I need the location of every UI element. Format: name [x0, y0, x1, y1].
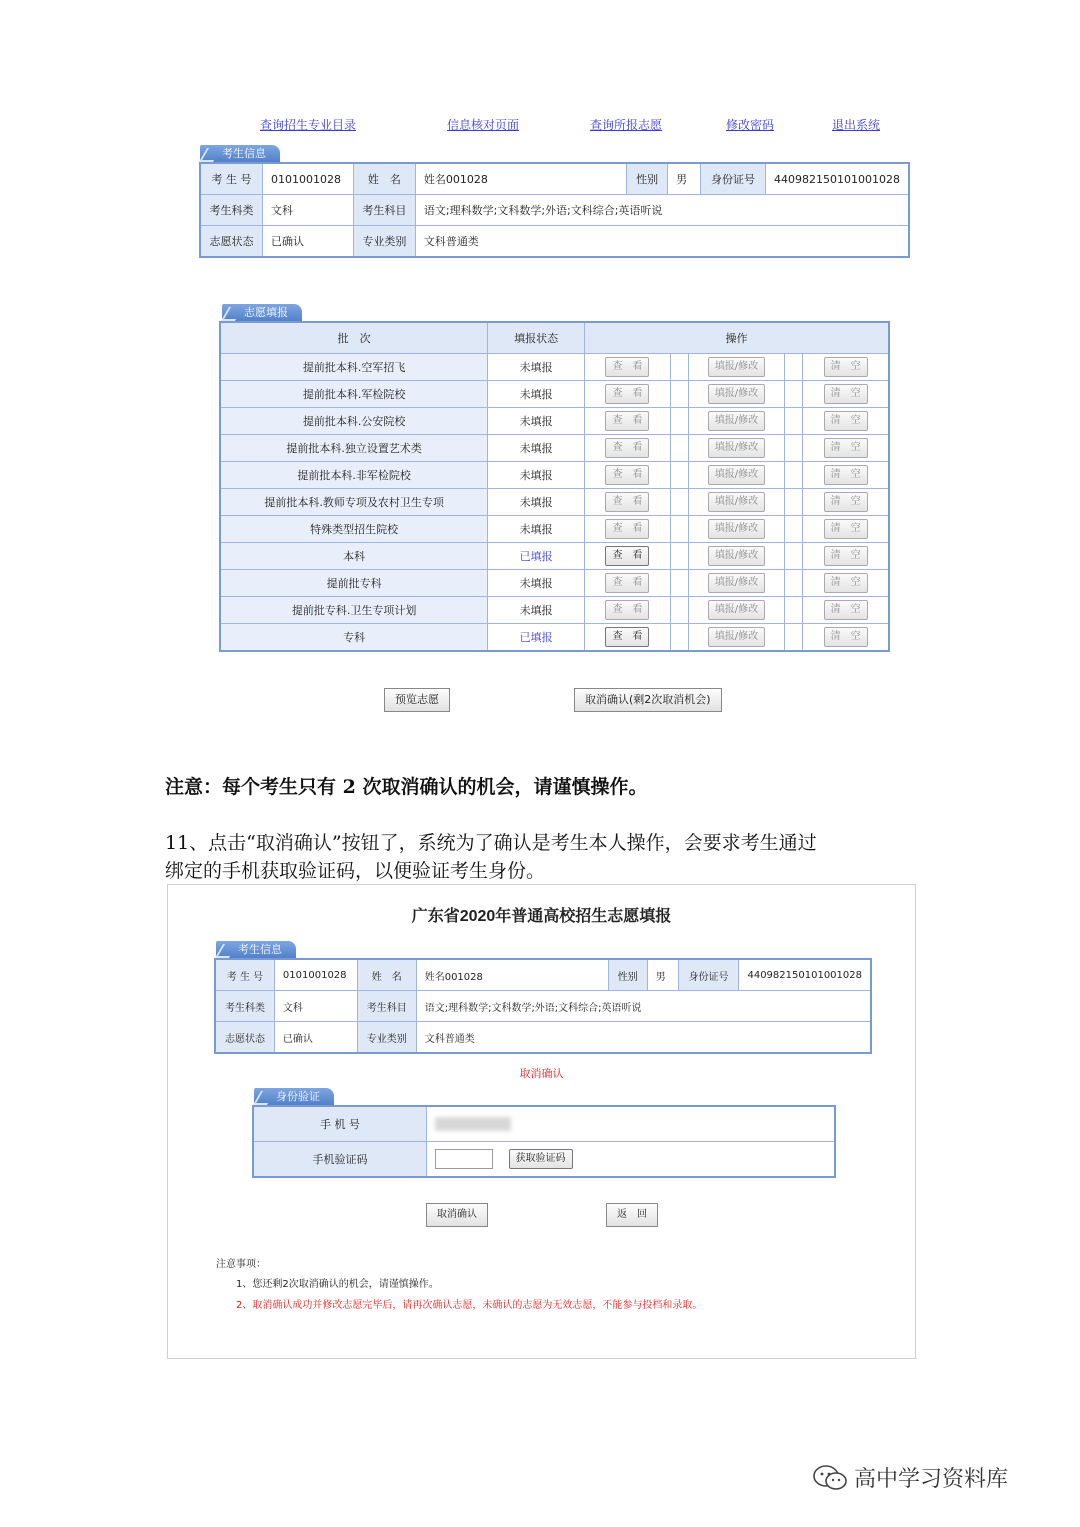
status-cell: 未填报 — [488, 381, 585, 408]
edit-button[interactable]: 填报/修改 — [708, 519, 765, 539]
edit-button[interactable]: 填报/修改 — [708, 492, 765, 512]
spacer-cell — [785, 597, 803, 624]
clear-button[interactable]: 清 空 — [824, 600, 868, 620]
identity-verify-table — [252, 1105, 836, 1178]
notice-text: 注意：每个考生只有 2 次取消确认的机会，请谨慎操作。 — [165, 776, 648, 798]
volunteer-tab: 志愿填报 — [222, 304, 302, 322]
spacer-cell — [785, 354, 803, 381]
status-cell: 已填报 — [488, 543, 585, 570]
status-cell: 未填报 — [488, 516, 585, 543]
clear-button[interactable]: 清 空 — [824, 519, 868, 539]
nav-link-my-volunteers[interactable]: 查询所报志愿 — [590, 118, 663, 132]
exam-no-label: 考 生 号 — [200, 163, 262, 195]
candidate-info-tab-2: 考生信息 — [216, 941, 296, 959]
id-label: 身份证号 — [701, 163, 766, 195]
edit-button[interactable]: 填报/修改 — [708, 384, 765, 404]
spacer-cell — [670, 597, 688, 624]
view-button[interactable]: 查 看 — [605, 627, 649, 647]
preview-volunteer-button[interactable]: 预览志愿 — [384, 688, 450, 712]
status-cell: 未填报 — [488, 462, 585, 489]
spacer-cell — [670, 543, 688, 570]
spacer-cell — [670, 435, 688, 462]
view-button[interactable]: 查 看 — [605, 465, 649, 485]
edit-button[interactable]: 填报/修改 — [708, 465, 765, 485]
clear-button[interactable]: 清 空 — [824, 357, 868, 377]
gender-label: 性别 — [608, 959, 647, 991]
back-button[interactable]: 返 回 — [606, 1203, 658, 1227]
get-code-button[interactable]: 获取验证码 — [509, 1149, 573, 1169]
category-value: 文科 — [262, 195, 353, 226]
edit-button[interactable]: 填报/修改 — [708, 546, 765, 566]
batch-cell: 提前批本科.教师专项及农村卫生专项 — [220, 489, 488, 516]
category-label: 考生科类 — [200, 195, 262, 226]
clear-button[interactable]: 清 空 — [824, 573, 868, 593]
table-row — [220, 543, 889, 570]
edit-button[interactable]: 填报/修改 — [708, 357, 765, 377]
verification-code-input[interactable] — [435, 1149, 493, 1169]
vol-status-label: 志愿状态 — [215, 1022, 274, 1054]
name-label: 姓 名 — [357, 959, 416, 991]
step-text-line1: 11、点击“取消确认”按钮了，系统为了确认是考生本人操作，会要求考生通过 — [165, 832, 817, 854]
spacer-cell — [785, 408, 803, 435]
batch-cell: 提前批专科 — [220, 570, 488, 597]
edit-button[interactable]: 填报/修改 — [708, 600, 765, 620]
id-value: 440982150101001028 — [739, 959, 871, 991]
spacer-cell — [785, 435, 803, 462]
table-row — [220, 381, 889, 408]
spacer-cell — [785, 381, 803, 408]
major-type-value: 文科普通类 — [415, 226, 909, 258]
gender-value: 男 — [647, 959, 678, 991]
edit-button[interactable]: 填报/修改 — [708, 627, 765, 647]
view-button[interactable]: 查 看 — [605, 519, 649, 539]
name-value: 姓名001028 — [415, 163, 626, 195]
name-value: 姓名001028 — [416, 959, 608, 991]
candidate-info-table-2 — [214, 958, 872, 1054]
view-button[interactable]: 查 看 — [605, 384, 649, 404]
candidate-info-table — [199, 162, 910, 258]
subjects-label: 考生科目 — [357, 991, 416, 1022]
vol-status-value: 已确认 — [262, 226, 353, 258]
edit-button[interactable]: 填报/修改 — [708, 573, 765, 593]
exam-no-label: 考 生 号 — [215, 959, 274, 991]
batch-cell: 提前批本科.公安院校 — [220, 408, 488, 435]
status-cell: 未填报 — [488, 354, 585, 381]
spacer-cell — [670, 462, 688, 489]
spacer-cell — [670, 408, 688, 435]
spacer-cell — [670, 354, 688, 381]
cancel-confirm-submit-button[interactable]: 取消确认 — [426, 1203, 488, 1227]
spacer-cell — [785, 624, 803, 652]
batch-cell: 专科 — [220, 624, 488, 652]
spacer-cell — [785, 543, 803, 570]
cancel-confirm-heading: 取消确认 — [519, 1067, 564, 1080]
status-cell: 未填报 — [488, 597, 585, 624]
table-row — [220, 354, 889, 381]
watermark-text: 高中学习资料库 — [854, 1467, 1009, 1492]
clear-button[interactable]: 清 空 — [824, 411, 868, 431]
clear-button[interactable]: 清 空 — [824, 465, 868, 485]
clear-button[interactable]: 清 空 — [824, 438, 868, 458]
clear-button[interactable]: 清 空 — [824, 384, 868, 404]
table-row — [220, 408, 889, 435]
subjects-value: 语文;理科数学;文科数学;外语;文科综合;英语听说 — [415, 195, 909, 226]
cancel-confirm-button[interactable]: 取消确认(剩2次取消机会) — [574, 688, 722, 712]
status-cell: 未填报 — [488, 435, 585, 462]
spacer-cell — [670, 489, 688, 516]
table-row — [220, 597, 889, 624]
table-row — [220, 624, 889, 652]
batch-cell: 特殊类型招生院校 — [220, 516, 488, 543]
status-cell: 未填报 — [488, 489, 585, 516]
phone-label: 手 机 号 — [253, 1106, 427, 1142]
spacer-cell — [785, 570, 803, 597]
id-label: 身份证号 — [678, 959, 739, 991]
candidate-info-tab: 考生信息 — [200, 145, 280, 163]
id-value: 440982150101001028 — [766, 163, 909, 195]
spacer-cell — [670, 381, 688, 408]
view-button[interactable]: 查 看 — [605, 573, 649, 593]
note-2: 2、取消确认成功并修改志愿完毕后，请再次确认志愿，未确认的志愿为无效志愿，不能参与投档和录取。 — [236, 1300, 703, 1311]
view-button[interactable]: 查 看 — [605, 600, 649, 620]
batch-cell: 提前批本科.独立设置艺术类 — [220, 435, 488, 462]
batch-cell: 提前批本科.非军检院校 — [220, 462, 488, 489]
nav-link-major-catalog[interactable]: 查询招生专业目录 — [260, 118, 357, 132]
spacer-cell — [785, 516, 803, 543]
identity-verify-tab: 身份验证 — [254, 1088, 334, 1106]
watermark — [812, 1462, 1008, 1493]
view-button[interactable]: 查 看 — [605, 357, 649, 377]
gender-label: 性别 — [627, 163, 668, 195]
major-type-label: 专业类别 — [357, 1022, 416, 1054]
notes-title: 注意事项： — [216, 1259, 266, 1270]
exam-no-value: 0101001028 — [262, 163, 353, 195]
nav-link-info-check[interactable]: 信息核对页面 — [447, 118, 520, 132]
nav-link-logout[interactable]: 退出系统 — [832, 118, 881, 132]
table-row — [220, 435, 889, 462]
spacer-cell — [670, 570, 688, 597]
batch-cell: 提前批本科.空军招飞 — [220, 354, 488, 381]
category-label: 考生科类 — [215, 991, 274, 1022]
name-label: 姓 名 — [353, 163, 415, 195]
view-button[interactable]: 查 看 — [605, 438, 649, 458]
category-value: 文科 — [274, 991, 357, 1022]
vol-status-label: 志愿状态 — [200, 226, 262, 258]
batch-cell: 提前批专科.卫生专项计划 — [220, 597, 488, 624]
page-title: 广东省2020年普通高校招生志愿填报 — [411, 908, 672, 925]
step-text-line2: 绑定的手机获取验证码，以便验证考生身份。 — [165, 860, 546, 882]
verification-screenshot — [167, 884, 916, 1359]
nav-link-change-password[interactable]: 修改密码 — [726, 118, 775, 132]
spacer-cell — [785, 462, 803, 489]
volunteer-table — [219, 321, 890, 652]
clear-button[interactable]: 清 空 — [824, 546, 868, 566]
spacer-cell — [670, 516, 688, 543]
spacer-cell — [785, 489, 803, 516]
batch-cell: 本科 — [220, 543, 488, 570]
edit-button[interactable]: 填报/修改 — [708, 438, 765, 458]
table-row — [220, 462, 889, 489]
view-button[interactable]: 查 看 — [605, 492, 649, 512]
gender-value: 男 — [668, 163, 701, 195]
view-button[interactable]: 查 看 — [605, 546, 649, 566]
clear-button[interactable]: 清 空 — [824, 492, 868, 512]
phone-number-redacted — [435, 1117, 511, 1131]
header-actions: 操作 — [585, 322, 889, 354]
status-cell: 未填报 — [488, 570, 585, 597]
status-cell: 已填报 — [488, 624, 585, 652]
vol-status-value: 已确认 — [274, 1022, 357, 1054]
wechat-icon — [812, 1464, 848, 1492]
note-1: 1、您还剩2次取消确认的机会，请谨慎操作。 — [236, 1279, 439, 1290]
subjects-label: 考生科目 — [353, 195, 415, 226]
clear-button[interactable]: 清 空 — [824, 627, 868, 647]
view-button[interactable]: 查 看 — [605, 411, 649, 431]
edit-button[interactable]: 填报/修改 — [708, 411, 765, 431]
batch-cell: 提前批本科.军检院校 — [220, 381, 488, 408]
table-row — [220, 570, 889, 597]
major-type-value: 文科普通类 — [416, 1022, 871, 1054]
exam-no-value: 0101001028 — [274, 959, 357, 991]
header-batch: 批 次 — [220, 322, 488, 354]
spacer-cell — [670, 624, 688, 652]
status-cell: 未填报 — [488, 408, 585, 435]
table-row — [220, 489, 889, 516]
code-label: 手机验证码 — [253, 1142, 427, 1178]
header-status: 填报状态 — [488, 322, 585, 354]
table-row — [220, 516, 889, 543]
subjects-value: 语文;理科数学;文科数学;外语;文科综合;英语听说 — [416, 991, 871, 1022]
major-type-label: 专业类别 — [353, 226, 415, 258]
